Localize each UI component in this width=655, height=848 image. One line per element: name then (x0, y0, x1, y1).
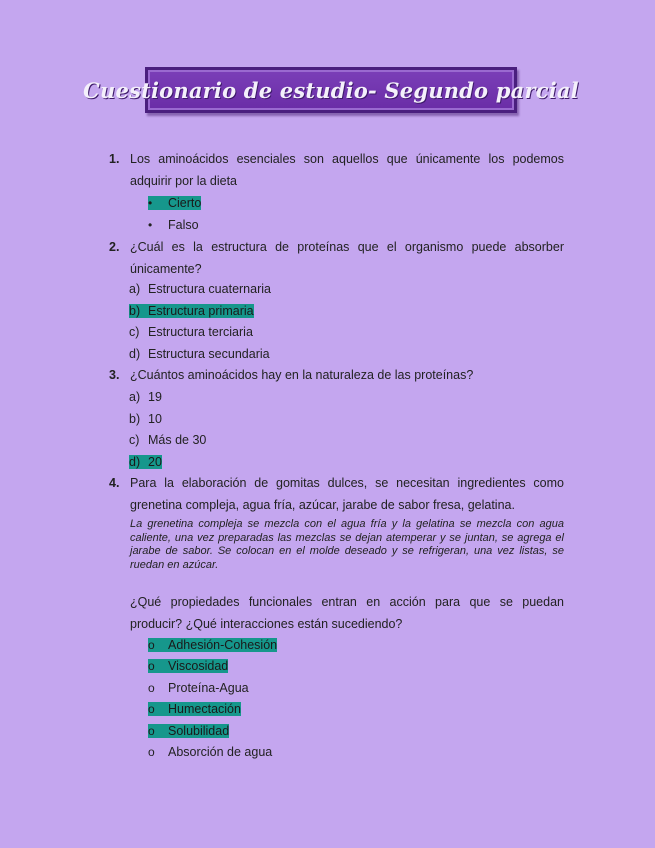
answer-label: 10 (148, 412, 162, 426)
option-letter: d) (129, 347, 141, 361)
answer-option (148, 636, 277, 654)
question-1 (109, 148, 564, 192)
answer-option (148, 657, 228, 675)
option-letter: c) (129, 433, 140, 447)
scenario-paragraph: La grenetina compleja se mezcla con el agua fría y la gelatina se mezcla con agua caliente, una vez preparadas las mezclas se dejan atemperar y se juntan, se agrega el jarabe de sabor. Se colocan en el molde deseado y se refrigeran, una vez listas, se ruedan en azúcar. (130, 518, 564, 571)
bullet-icon: • (148, 196, 153, 210)
question-number: 3. (109, 368, 120, 382)
answer-option (148, 722, 229, 740)
page-title: Cuestionario de estudio- Segundo parcial (83, 77, 579, 103)
option-letter: b) (129, 412, 141, 426)
question-4 (109, 472, 564, 516)
answer-label: Estructura cuaternaria (148, 282, 271, 296)
followup-question: ¿Qué propiedades funcionales entran en acción para que se puedan producir? ¿Qué interacciones están sucediendo? (130, 595, 564, 631)
answer-label: Solubilidad (168, 724, 230, 738)
answer-label: 20 (148, 455, 162, 469)
answer-label: Estructura terciaria (148, 325, 253, 339)
question-text: Los aminoácidos esenciales son aquellos que únicamente los podemos adquirir por la dieta (130, 152, 564, 188)
answer-label: Proteína-Agua (168, 681, 249, 695)
question-3 (109, 364, 564, 386)
question-number: 2. (109, 240, 120, 254)
option-letter: d) (129, 455, 141, 469)
option-letter: a) (129, 390, 141, 404)
answer-label: Humectación (168, 702, 241, 716)
question-number: 4. (109, 476, 120, 490)
question-text: Para la elaboración de gomitas dulces, se necesitan ingredientes como grenetina compleja, agua fría, azúcar, jarabe de sabor fresa, gelatina. (130, 476, 564, 512)
question-text: ¿Cuántos aminoácidos hay en la naturaleza de las proteínas? (130, 368, 474, 382)
answer-option (148, 194, 201, 212)
answer-option (129, 431, 206, 449)
circle-bullet-icon: o (148, 659, 155, 673)
answer-label: 19 (148, 390, 162, 404)
answer-option (148, 679, 249, 697)
answer-option (129, 302, 254, 320)
answer-label: Estructura secundaria (148, 347, 270, 361)
answer-option (129, 345, 270, 363)
answer-option (148, 743, 272, 761)
title-banner (83, 67, 579, 113)
answer-option (148, 700, 241, 718)
answer-label: Absorción de agua (168, 745, 273, 759)
circle-bullet-icon: o (148, 638, 155, 652)
circle-bullet-icon: o (148, 745, 155, 759)
answer-label: Falso (168, 218, 199, 232)
answer-option (129, 453, 162, 471)
answer-option (129, 280, 271, 298)
question-number: 1. (109, 152, 120, 166)
option-letter: b) (129, 304, 141, 318)
answer-option (148, 216, 199, 234)
answer-label: Cierto (168, 196, 202, 210)
option-letter: a) (129, 282, 141, 296)
answer-option (129, 388, 162, 406)
option-letter: c) (129, 325, 140, 339)
question-text: ¿Cuál es la estructura de proteínas que el organismo puede absorber únicamente? (130, 240, 564, 276)
answer-label: Más de 30 (148, 433, 207, 447)
answer-label: Estructura primaria (148, 304, 254, 318)
answer-option (129, 410, 162, 428)
question-2 (109, 236, 564, 280)
circle-bullet-icon: o (148, 681, 155, 695)
answer-label: Adhesión-Cohesión (168, 638, 278, 652)
circle-bullet-icon: o (148, 702, 155, 716)
answer-option (129, 323, 253, 341)
answer-label: Viscosidad (168, 659, 229, 673)
circle-bullet-icon: o (148, 724, 155, 738)
bullet-icon: • (148, 218, 153, 232)
